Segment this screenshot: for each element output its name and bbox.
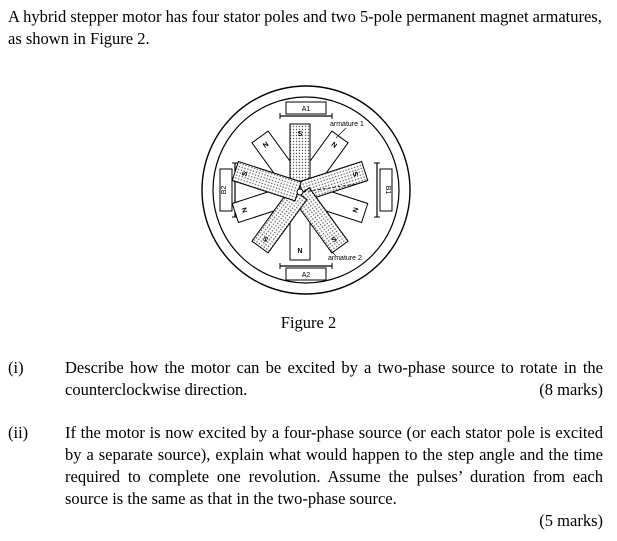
question-i	[8, 357, 608, 401]
armature-2-pole-letter: N	[262, 141, 271, 150]
question-ii-number: (ii)	[8, 423, 29, 442]
intro-text: A hybrid stepper motor has four stator poles and two 5-pole permanent magnet armatures, as shown in Figure 2.	[8, 7, 602, 48]
question-ii-text: If the motor is now excited by a four-phase source (or each stator pole is excited by a separate source), explain what would happen to the step angle and the time required to complete one revolution. Assume the pulses’ duration from each source is the same as that in the two-phase source.	[65, 423, 603, 508]
figure-caption: Figure 2	[280, 313, 337, 332]
question-i-text: Describe how the motor can be excited by a two-phase source to rotate in the counterclockwise direction.	[65, 358, 603, 399]
question-ii	[8, 422, 608, 532]
stepper-motor-figure	[196, 80, 416, 300]
question-ii-body	[65, 422, 603, 532]
armature-2-pole-letter: N	[329, 141, 338, 150]
rotor-shaft	[297, 189, 303, 195]
armature-1-pole-letter: S	[329, 234, 338, 243]
stepper-motor-diagram	[196, 80, 416, 300]
question-i-body	[65, 357, 603, 401]
question-i-marks: (8 marks)	[539, 380, 603, 399]
question-ii-marks: (5 marks)	[539, 511, 603, 530]
label-armature-2: armature 2	[328, 255, 362, 262]
armature-1-leader	[336, 128, 346, 138]
armature-2-pole-letter: N	[297, 246, 303, 253]
armature-1-pole-letter: S	[262, 234, 271, 243]
label-a1: A1	[301, 106, 311, 113]
armature-1-pole-letter: S	[350, 170, 359, 178]
armature-2-pole-letter: N	[350, 206, 359, 214]
armature-1-pole-letter: S	[297, 131, 303, 138]
label-a2: A2	[301, 272, 311, 279]
armature-1-pole-letter: S	[241, 170, 250, 178]
armature-2-pole-letter: N	[241, 206, 250, 214]
label-armature-1: armature 1	[330, 121, 364, 128]
label-b2: B2	[221, 185, 228, 195]
label-b1: B1	[384, 185, 391, 195]
question-i-number: (i)	[8, 358, 24, 377]
